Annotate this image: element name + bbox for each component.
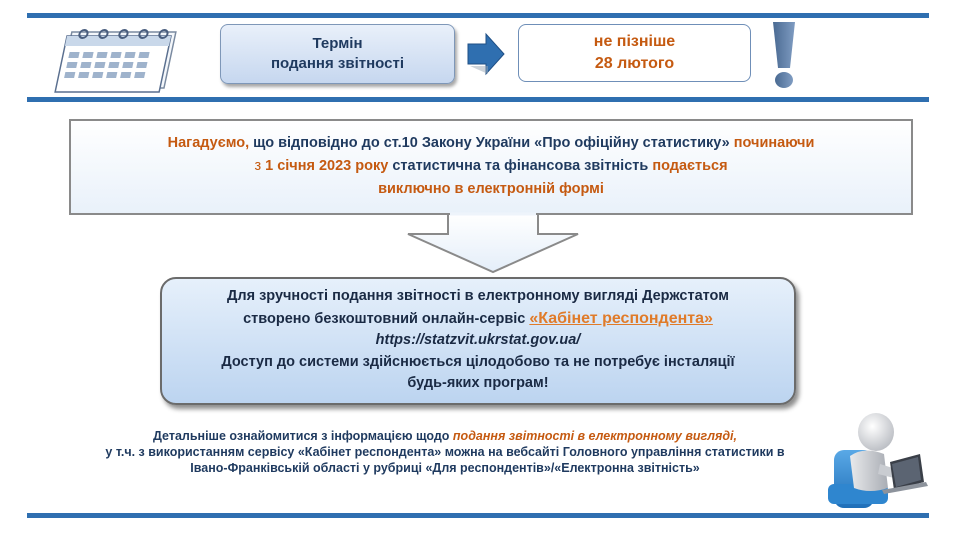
cabinet-line2-text: створено безкоштовний онлайн-сервіс — [243, 310, 530, 327]
cabinet-url[interactable]: https://statzvit.ukrstat.gov.ua/ — [375, 332, 581, 348]
reminder-submitted: подається — [652, 158, 728, 174]
calendar-icon — [52, 22, 182, 94]
reminder-line2 — [68, 155, 914, 178]
reminder-lead: Нагадуємо, — [167, 135, 250, 151]
reminder-law: що відповідно до ст.10 Закону України «Про офіційну статистику» — [249, 135, 734, 151]
footer-text — [20, 428, 870, 476]
footer-line3: Івано-Франківській області у рубриці «Для респондентів»/«Електронна звітність» — [190, 461, 700, 475]
reminder-line3: виключно в електронній формі — [378, 181, 604, 197]
deadline-label-box — [220, 24, 455, 84]
deadline-value-box — [518, 24, 751, 82]
cabinet-info-text — [160, 286, 796, 395]
reminder-year: року — [351, 158, 389, 174]
footer-line1 — [20, 428, 870, 444]
cabinet-line4: Доступ до системи здійснюється цілодобово та не потребує інсталяції — [221, 353, 735, 370]
reminder-date: 1 січня 2023 — [265, 158, 352, 174]
deadline-value-line2: 28 лютого — [594, 55, 675, 72]
deadline-value-line1: не пізніше — [593, 33, 676, 50]
reminder-text — [68, 132, 914, 201]
cabinet-line1: Для зручності подання звітності в електронному вигляді Держстатом — [227, 288, 729, 304]
top-rule — [27, 13, 929, 18]
deadline-label-line2: подання звітності — [270, 55, 404, 72]
cabinet-line5: будь-яких програм! — [407, 375, 549, 391]
bottom-rule — [27, 513, 929, 518]
reminder-starting: починаючи — [733, 135, 815, 151]
person-laptop-icon — [820, 410, 932, 512]
arrow-right-icon — [466, 32, 506, 76]
reminder-reporting: статистична та фінансова звітність — [388, 158, 653, 174]
footer-line2: у т.ч. з використанням сервісу «Кабінет респондента» можна на вебсайті Головного управління статистики в — [105, 445, 785, 459]
reminder-from: з — [254, 158, 266, 174]
cabinet-line2 — [160, 308, 796, 331]
header-rule — [27, 97, 929, 102]
deadline-label-line1: Термін — [312, 35, 363, 52]
exclamation-icon — [770, 20, 798, 90]
footer-emphasis: подання звітності в електронному вигляді, — [452, 429, 738, 443]
reminder-line1 — [68, 132, 914, 155]
footer-line1-text: Детальніше ознайомитися з інформацією щодо — [152, 429, 453, 443]
cabinet-link[interactable]: «Кабінет респондента» — [529, 309, 713, 327]
